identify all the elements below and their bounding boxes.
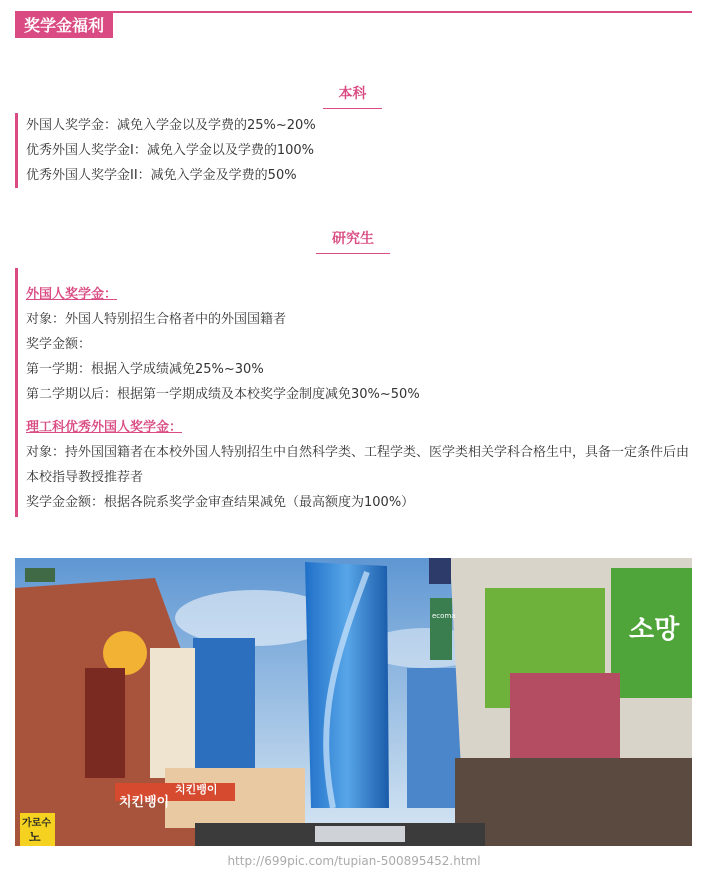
graduate-title: 研究生 bbox=[316, 229, 390, 254]
foreigner-scholarship-heading: 外国人奖学金： bbox=[26, 287, 118, 302]
shop-sign-chicken: 치킨뱅이 bbox=[119, 795, 170, 810]
shop-sign-garosu: 가로수 bbox=[22, 818, 51, 829]
shop-sign-somang: 소망 bbox=[629, 615, 680, 645]
shop-sign-no: 노 bbox=[29, 830, 41, 844]
shop-sign-chicken-2: 치킨뱅이 bbox=[175, 783, 218, 796]
graduate-line: 对象：持外国国籍者在本校外国人特别招生中自然科学类、工程学类、医学类相关学科合格生中，具备一定条件后由本校指导教授推荐者 bbox=[26, 445, 690, 485]
graduate-line: 奖学金额： bbox=[26, 337, 92, 352]
graduate-line: 第一学期：根据入学成绩减免25%~30% bbox=[26, 362, 264, 377]
undergrad-line: 优秀外国人奖学金I：减免入学金以及学费的100% bbox=[26, 143, 314, 158]
graduate-line: 奖学金金额：根据各院系奖学金审查结果减免（最高额度为100%） bbox=[26, 495, 415, 510]
undergrad-title: 本科 bbox=[323, 84, 382, 109]
graduate-block bbox=[15, 268, 691, 517]
street-photo bbox=[15, 558, 692, 846]
section-header-tag: 奖学金福利 bbox=[15, 13, 113, 38]
image-source-caption: http://699pic.com/tupian-500895452.html bbox=[227, 854, 481, 868]
graduate-line: 第二学期以后：根据第一学期成绩及本校奖学金制度减免30%~50% bbox=[26, 387, 420, 402]
undergrad-block bbox=[15, 113, 686, 188]
undergrad-line: 外国人奖学金：减免入学金以及学费的25%~20% bbox=[26, 118, 316, 133]
shop-sign-ecoma: ecoma bbox=[432, 612, 456, 620]
section-header bbox=[15, 11, 692, 40]
science-scholarship-heading: 理工科优秀外国人奖学金： bbox=[26, 420, 183, 435]
graduate-line: 对象：外国人特别招生合格者中的外国国籍者 bbox=[26, 312, 287, 327]
undergrad-line: 优秀外国人奖学金II：减免入学金及学费的50% bbox=[26, 168, 297, 183]
